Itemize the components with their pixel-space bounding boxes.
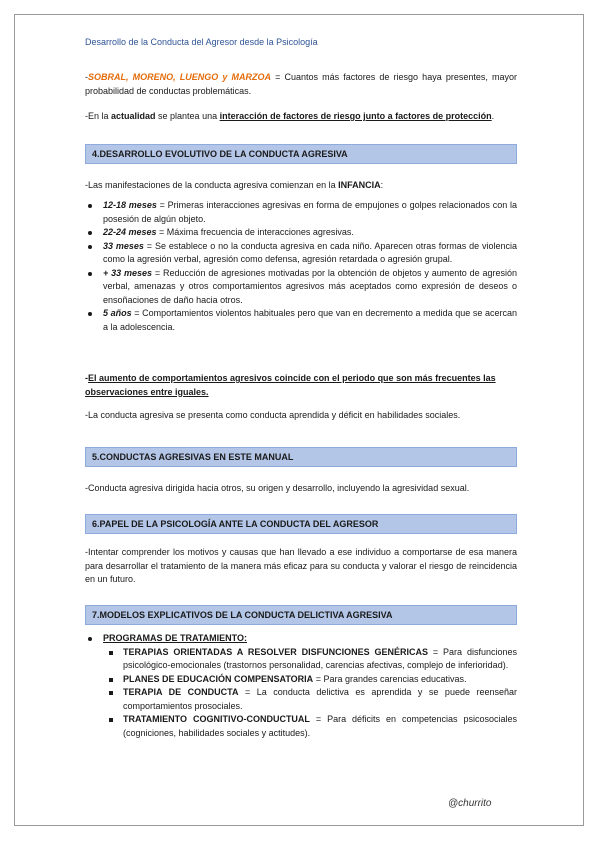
section-4-header: 4.DESARROLLO EVOLUTIVO DE LA CONDUCTA AGRESIVA bbox=[85, 144, 517, 164]
list-item: TERAPIAS ORIENTADAS A RESOLVER DISFUNCIONES GENÉRICAS = Para disfunciones psicológico-emocionales (trastornos personalidad, carencias afectivas, complejo de inferioridad). bbox=[85, 646, 517, 673]
list-item: TRATAMIENTO COGNITIVO-CONDUCTUAL = Para déficits en competencias psicosociales (cogniciones, habilidades sociales y actitudes). bbox=[85, 713, 517, 740]
bullet-icon bbox=[88, 637, 92, 641]
highlighted-phrase: interacción de factores de riesgo junto a factores de protección bbox=[219, 111, 492, 121]
list-item: + 33 meses = Reducción de agresiones motivadas por la obtención de objetos y aumento de agresión verbal, amenazas y otros comportamientos agresivos más aceptados como expresión de deseos o ensoñaciones de daño hacia otros. bbox=[85, 267, 517, 308]
bullet-icon bbox=[88, 231, 92, 235]
section-7-header: 7.MODELOS EXPLICATIVOS DE LA CONDUCTA DELICTIVA AGRESIVA bbox=[85, 605, 517, 625]
author-signature: @churrito bbox=[448, 798, 492, 809]
intro-paragraph-1: -SOBRAL, MORENO, LUENGO y MARZOA = Cuantos más factores de riesgo haya presentes, mayor probabilidad de conductas problemáticas. bbox=[85, 72, 517, 96]
treatment-programs bbox=[85, 632, 517, 740]
bullet-icon bbox=[88, 245, 92, 249]
section-4-highlight: -El aumento de comportamientos agresivos coincide con el periodo que son más frecuentes las observaciones entre iguales. bbox=[85, 373, 496, 397]
section-6-text: -Intentar comprender los motivos y causas que han llevado a ese individuo a comportarse de esa manera para desarrollar el tratamiento de la manera más eficaz para su conducta y valorar el riesgo de reincidencia en un futuro. bbox=[85, 547, 517, 584]
list-item: TERAPIA DE CONDUCTA = La conducta delictiva es aprendida y se puede reenseñar comportamientos prosociales. bbox=[85, 686, 517, 713]
programs-label: PROGRAMAS DE TRATAMIENTO: bbox=[103, 633, 247, 643]
list-item: 22-24 meses = Máxima frecuencia de interacciones agresivas. bbox=[85, 226, 517, 240]
list-item: 5 años = Comportamientos violentos habituales pero que van en decremento a medida que se acercan a la adolescencia. bbox=[85, 307, 517, 334]
authors-names: SOBRAL, MORENO, LUENGO y MARZOA bbox=[88, 72, 271, 82]
page-header-title: Desarrollo de la Conducta del Agresor desde la Psicología bbox=[85, 37, 318, 47]
bullet-icon bbox=[88, 204, 92, 208]
square-bullet-icon bbox=[109, 718, 113, 722]
square-bullet-icon bbox=[109, 691, 113, 695]
intro-paragraph-2: -En la actualidad se plantea una interacción de factores de riesgo junto a factores de protección. bbox=[85, 111, 495, 121]
list-item: 12-18 meses = Primeras interacciones agresivas en forma de empujones o golpes relacionados con la posesión de algún objeto. bbox=[85, 199, 517, 226]
section-4-lead: -Las manifestaciones de la conducta agresiva comienzan en la INFANCIA: bbox=[85, 180, 384, 190]
list-item: PLANES DE EDUCACIÓN COMPENSATORIA = Para grandes carencias educativas. bbox=[85, 673, 517, 687]
section-5-text: -Conducta agresiva dirigida hacia otros, su origen y desarrollo, incluyendo la agresividad sexual. bbox=[85, 483, 470, 493]
list-item bbox=[85, 632, 517, 646]
section-6-header: 6.PAPEL DE LA PSICOLOGÍA ANTE LA CONDUCTA DEL AGRESOR bbox=[85, 514, 517, 534]
square-bullet-icon bbox=[109, 651, 113, 655]
section-4-closing: -La conducta agresiva se presenta como conducta aprendida y déficit en habilidades sociales. bbox=[85, 410, 461, 420]
list-item: 33 meses = Se establece o no la conducta agresiva en cada niño. Aparecen otras formas de violencia como la agresión verbal, agresión como defensa, agresión retardada o agresión grupal. bbox=[85, 240, 517, 267]
development-stages-list bbox=[85, 199, 517, 334]
section-5-header: 5.CONDUCTAS AGRESIVAS EN ESTE MANUAL bbox=[85, 447, 517, 467]
square-bullet-icon bbox=[109, 678, 113, 682]
bullet-icon bbox=[88, 312, 92, 316]
bullet-icon bbox=[88, 272, 92, 276]
